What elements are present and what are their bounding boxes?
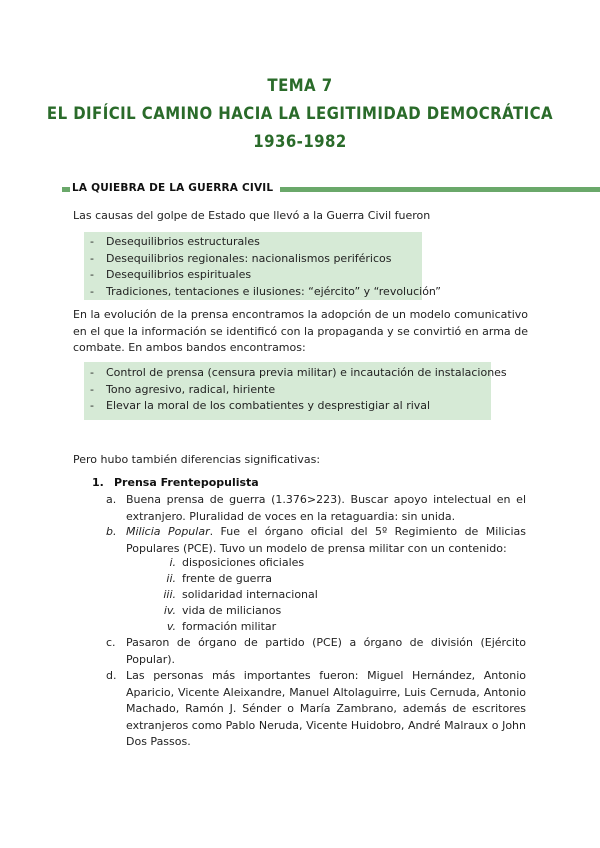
section-bar-left (62, 187, 70, 192)
roman-marker: v. (166, 620, 176, 633)
item-b (106, 524, 527, 557)
point1-title: Prensa Frentepopulista (114, 476, 259, 489)
item-c (106, 635, 526, 668)
list-item: - Control de prensa (censura previa militar) e incautación de instalaciones (84, 365, 491, 382)
list-item: - Tono agresivo, radical, hiriente (84, 382, 491, 399)
item-c-text: Pasaron de órgano de partido (PCE) a órgano de división (Ejército Popular). (126, 636, 526, 666)
point1-number: 1. (92, 476, 104, 489)
roman-item (163, 587, 318, 603)
roman-item (166, 571, 273, 587)
item-a-marker: a. (106, 493, 117, 506)
causes-box (84, 232, 441, 300)
roman-text: frente de guerra (182, 572, 273, 585)
doc-title-line3: 1936-1982 (253, 132, 347, 152)
roman-text: formación militar (182, 620, 277, 633)
list-item: - Tradiciones, tentaciones e ilusiones: “ejército” y “revolución” (84, 284, 422, 301)
item-d (106, 668, 526, 751)
roman-text: solidaridad internacional (182, 588, 318, 601)
roman-marker: ii. (166, 572, 176, 585)
item-b-text: . Fue el órgano oficial del 5º Regimiento de Milicias Populares (PCE). Tuvo un modelo de prensa militar con un contenido: (126, 525, 527, 555)
roman-item (166, 619, 277, 635)
list-item: - Desequilibrios regionales: nacionalismos periféricos (84, 251, 422, 268)
item-b-marker: b. (106, 525, 117, 538)
list-item: - Elevar la moral de los combatientes y desprestigiar al rival (84, 398, 491, 415)
item-d-text: Las personas más importantes fueron: Miguel Hernández, Antonio Aparicio, Vicente Aleixandre, Manuel Altolaguirre, Luis Cernuda, Antonio Machado, Ramón J. Sénder o María Zambrano, además de escritores extranjeros como Pablo Neruda, Vicente Huidobro, André Malraux o John Dos Passos. (126, 669, 526, 748)
evolution-paragraph: En la evolución de la prensa encontramos la adopción de un modelo comunicativo en el que la información se identificó con la propaganda y se convirtió en arma de combate. En ambos bandos encontramos: (73, 308, 528, 354)
roman-marker: iv. (163, 604, 176, 617)
roman-item (169, 555, 305, 571)
item-c-marker: c. (106, 636, 116, 649)
item-a-text: Buena prensa de guerra (1.376>223). Buscar apoyo intelectual en el extranjero. Pluralidad de voces en la retaguardia: sin unida. (126, 493, 526, 523)
item-d-marker: d. (106, 669, 117, 682)
item-a (106, 492, 526, 525)
list-item: - Desequilibrios estructurales (84, 234, 422, 251)
list-item: - Desequilibrios espirituales (84, 267, 422, 284)
roman-marker: iii. (163, 588, 176, 601)
roman-item (163, 603, 282, 619)
both-sides-box (84, 362, 507, 420)
item-b-italic: Milicia Popular (126, 525, 210, 538)
doc-title-line2: EL DIFÍCIL CAMINO HACIA LA LEGITIMIDAD DEMOCRÁTICA (46, 104, 554, 124)
point1-heading (92, 476, 259, 489)
section-bar-right (280, 187, 600, 192)
roman-text: disposiciones oficiales (182, 556, 305, 569)
differences-paragraph: Pero hubo también diferencias significativas: (73, 453, 321, 466)
roman-text: vida de milicianos (182, 604, 282, 617)
doc-title-line1: TEMA 7 (267, 76, 333, 96)
section-header (62, 182, 600, 194)
section-title: LA QUIEBRA DE LA GUERRA CIVIL (72, 182, 274, 194)
intro-paragraph: Las causas del golpe de Estado que llevó a la Guerra Civil fueron (73, 209, 431, 222)
roman-marker: i. (169, 556, 176, 569)
